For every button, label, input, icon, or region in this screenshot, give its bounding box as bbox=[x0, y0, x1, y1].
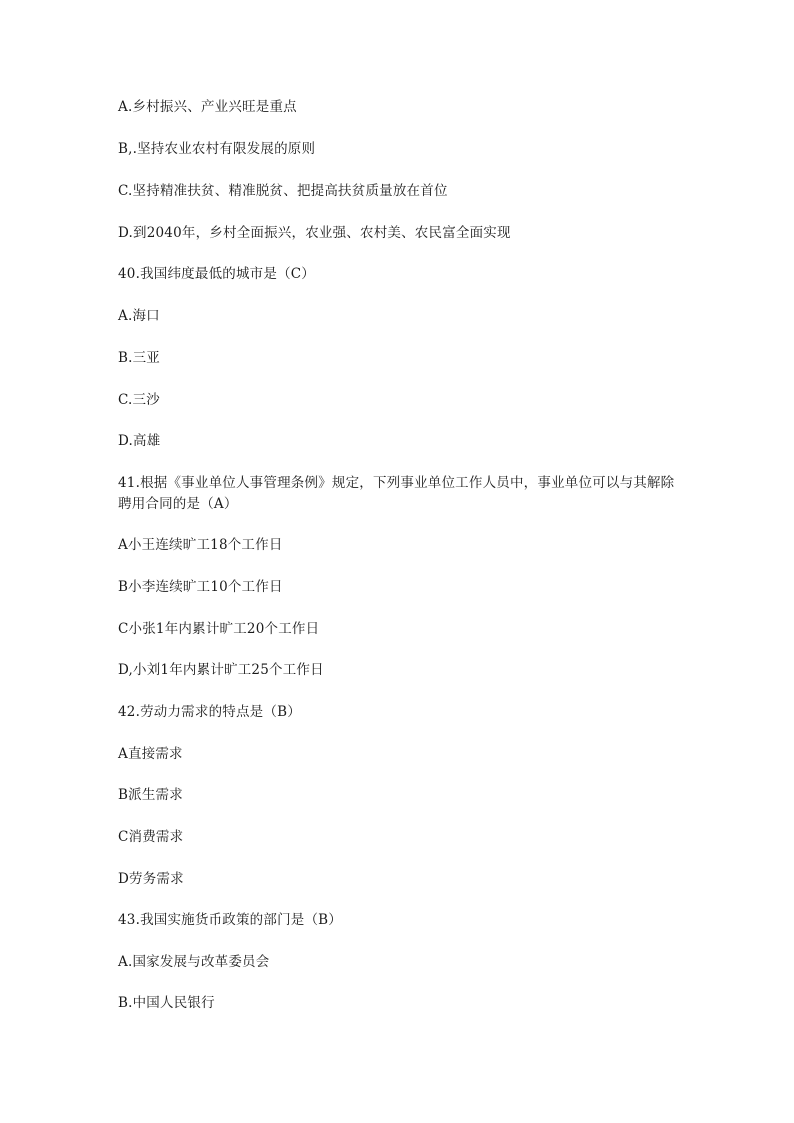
question-43: 43.我国实施货币政策的部门是（B） bbox=[118, 912, 342, 928]
q42-option-a: A直接需求 bbox=[118, 746, 183, 762]
q40-option-c: C.三沙 bbox=[118, 392, 160, 408]
q42-option-d: D劳务需求 bbox=[118, 871, 184, 887]
question-40: 40.我国纬度最低的城市是（C） bbox=[118, 266, 315, 282]
q40-option-b: B.三亚 bbox=[118, 350, 161, 366]
q40-option-d: D.高雄 bbox=[118, 433, 161, 449]
q41-option-c: C小张1年内累计旷工20个工作日 bbox=[118, 621, 320, 637]
q43-option-b: B.中国人民银行 bbox=[118, 995, 215, 1011]
q41-option-b: B小李连续旷工10个工作日 bbox=[118, 579, 283, 595]
q42-option-b: B派生需求 bbox=[118, 787, 183, 803]
option-a-rural-revitalization: A.乡村振兴、产业兴旺是重点 bbox=[118, 99, 297, 115]
q40-option-a: A.海口 bbox=[118, 308, 160, 324]
option-c-poverty-alleviation: C.坚持精准扶贫、精准脱贫、把提高扶贫质量放在首位 bbox=[118, 183, 448, 199]
q42-option-c: C消费需求 bbox=[118, 829, 184, 845]
q43-option-a: A.国家发展与改革委员会 bbox=[118, 954, 270, 970]
option-d-2040-goal: D.到2040年，乡村全面振兴，农业强、农村美、农民富全面实现 bbox=[118, 225, 511, 241]
option-b-agriculture-priority: B,.坚持农业农村有限发展的原则 bbox=[118, 141, 316, 157]
q41-option-d: D,小刘1年内累计旷工25个工作日 bbox=[118, 662, 324, 678]
question-41: 41.根据《事业单位人事管理条例》规定，下列事业单位工作人员中，事业单位可以与其解除聘用合同的是（A） bbox=[118, 475, 675, 512]
q41-option-a: A小王连续旷工18个工作日 bbox=[118, 537, 283, 553]
question-42: 42.劳动力需求的特点是（B） bbox=[118, 704, 301, 720]
